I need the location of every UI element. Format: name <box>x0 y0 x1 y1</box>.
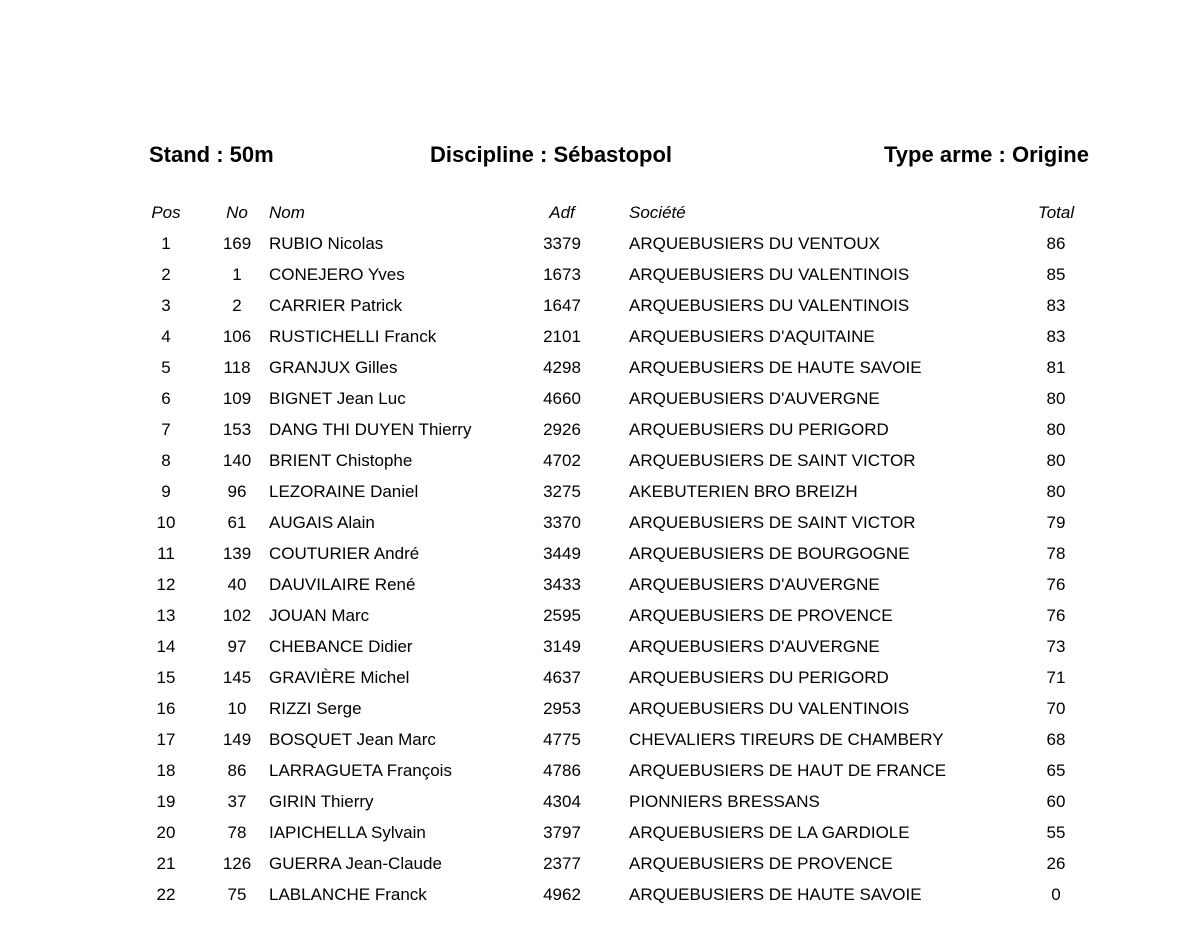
cell-pos: 10 <box>156 513 176 532</box>
cell-societe: ARQUEBUSIERS DE BOURGOGNE <box>629 544 910 563</box>
cell-adf: 4660 <box>543 389 581 408</box>
table-row <box>0 789 1190 820</box>
cell-no: 145 <box>222 668 252 687</box>
cell-pos: 17 <box>156 730 176 749</box>
cell-societe: ARQUEBUSIERS DE HAUT DE FRANCE <box>629 761 947 780</box>
table-row <box>0 293 1190 324</box>
cell-total: 68 <box>1046 730 1066 749</box>
table-row <box>0 851 1190 882</box>
results-table <box>0 200 1190 913</box>
cell-societe: ARQUEBUSIERS DU VALENTINOIS <box>629 265 910 284</box>
cell-no: 2 <box>232 296 242 315</box>
cell-nom: CONEJERO Yves <box>269 265 405 284</box>
table-row <box>0 417 1190 448</box>
cell-total: 65 <box>1046 761 1066 780</box>
table-row <box>0 634 1190 665</box>
table-row <box>0 603 1190 634</box>
cell-total: 70 <box>1046 699 1066 718</box>
cell-adf: 4962 <box>543 885 581 904</box>
table-row <box>0 820 1190 851</box>
cell-no: 126 <box>222 854 252 873</box>
cell-nom: LABLANCHE Franck <box>269 885 427 904</box>
cell-adf: 2953 <box>543 699 581 718</box>
cell-no: 118 <box>223 358 251 377</box>
cell-pos: 5 <box>161 358 171 377</box>
cell-no: 10 <box>227 699 247 718</box>
cell-nom: LARRAGUETA François <box>269 761 452 780</box>
cell-no: 40 <box>227 575 247 594</box>
cell-pos: 1 <box>161 234 171 253</box>
cell-societe: ARQUEBUSIERS DU VENTOUX <box>629 234 880 253</box>
cell-adf: 3370 <box>543 513 581 532</box>
column-header-no: No <box>226 203 248 222</box>
cell-nom: RIZZI Serge <box>269 699 362 718</box>
cell-total: 71 <box>1046 668 1066 687</box>
cell-adf: 4298 <box>543 358 581 377</box>
cell-adf: 4775 <box>543 730 581 749</box>
cell-nom: IAPICHELLA Sylvain <box>269 823 426 842</box>
cell-total: 0 <box>1051 885 1061 904</box>
cell-adf: 1673 <box>543 265 581 284</box>
cell-nom: BOSQUET Jean Marc <box>269 730 436 749</box>
cell-societe: ARQUEBUSIERS DE LA GARDIOLE <box>629 823 910 842</box>
cell-total: 76 <box>1046 575 1066 594</box>
cell-societe: ARQUEBUSIERS DE HAUTE SAVOIE <box>629 885 922 904</box>
cell-total: 26 <box>1046 854 1066 873</box>
table-row <box>0 882 1190 913</box>
cell-adf: 4702 <box>543 451 581 470</box>
cell-pos: 16 <box>156 699 176 718</box>
cell-societe: AKEBUTERIEN BRO BREIZH <box>629 482 858 501</box>
weapon-type-label: Type arme : Origine <box>884 142 1089 167</box>
cell-pos: 19 <box>156 792 176 811</box>
cell-no: 61 <box>227 513 247 532</box>
cell-societe: ARQUEBUSIERS D'AUVERGNE <box>629 575 880 594</box>
table-row <box>0 386 1190 417</box>
cell-pos: 11 <box>157 544 175 563</box>
table-row <box>0 572 1190 603</box>
cell-total: 83 <box>1046 327 1066 346</box>
cell-no: 140 <box>222 451 252 470</box>
stand-label: Stand : 50m <box>149 142 274 167</box>
cell-nom: JOUAN Marc <box>269 606 370 625</box>
cell-adf: 2377 <box>543 854 581 873</box>
cell-adf: 4304 <box>543 792 581 811</box>
cell-total: 73 <box>1046 637 1066 656</box>
cell-total: 78 <box>1046 544 1066 563</box>
cell-total: 81 <box>1046 358 1066 377</box>
cell-societe: ARQUEBUSIERS D'AUVERGNE <box>629 389 880 408</box>
cell-adf: 4786 <box>543 761 581 780</box>
cell-total: 85 <box>1046 265 1066 284</box>
cell-no: 149 <box>222 730 252 749</box>
cell-societe: ARQUEBUSIERS DE PROVENCE <box>629 854 893 873</box>
table-row <box>0 541 1190 572</box>
cell-total: 86 <box>1046 234 1066 253</box>
table-row <box>0 758 1190 789</box>
table-header-row <box>0 200 1190 231</box>
cell-nom: BRIENT Chistophe <box>269 451 413 470</box>
cell-no: 96 <box>227 482 247 501</box>
cell-pos: 14 <box>156 637 176 656</box>
table-row <box>0 510 1190 541</box>
cell-societe: ARQUEBUSIERS DU VALENTINOIS <box>629 699 910 718</box>
cell-societe: ARQUEBUSIERS DE HAUTE SAVOIE <box>629 358 922 377</box>
table-row <box>0 727 1190 758</box>
cell-total: 76 <box>1046 606 1066 625</box>
cell-no: 75 <box>227 885 247 904</box>
cell-nom: GRANJUX Gilles <box>269 358 398 377</box>
cell-nom: GUERRA Jean-Claude <box>269 854 442 873</box>
cell-nom: DANG THI DUYEN Thierry <box>269 420 472 439</box>
cell-nom: GIRIN Thierry <box>269 792 374 811</box>
cell-pos: 15 <box>156 668 176 687</box>
table-row <box>0 479 1190 510</box>
cell-no: 153 <box>222 420 252 439</box>
cell-no: 37 <box>227 792 247 811</box>
table-row <box>0 665 1190 696</box>
table-row <box>0 355 1190 386</box>
cell-societe: ARQUEBUSIERS DU PERIGORD <box>629 668 889 687</box>
column-header-adf: Adf <box>549 203 575 222</box>
results-header <box>0 142 1190 172</box>
cell-adf: 4637 <box>543 668 581 687</box>
table-row <box>0 696 1190 727</box>
cell-pos: 4 <box>161 327 171 346</box>
cell-total: 83 <box>1046 296 1066 315</box>
cell-societe: ARQUEBUSIERS DE SAINT VICTOR <box>629 513 916 532</box>
cell-nom: CHEBANCE Didier <box>269 637 413 656</box>
cell-adf: 2926 <box>543 420 581 439</box>
cell-nom: RUBIO Nicolas <box>269 234 384 253</box>
cell-societe: ARQUEBUSIERS DE PROVENCE <box>629 606 893 625</box>
cell-pos: 6 <box>161 389 171 408</box>
cell-nom: CARRIER Patrick <box>269 296 403 315</box>
table-row <box>0 231 1190 262</box>
cell-pos: 20 <box>156 823 176 842</box>
cell-nom: DAUVILAIRE René <box>269 575 416 594</box>
cell-total: 60 <box>1046 792 1066 811</box>
table-row <box>0 324 1190 355</box>
cell-pos: 3 <box>161 296 171 315</box>
cell-societe: ARQUEBUSIERS D'AUVERGNE <box>629 637 880 656</box>
cell-pos: 2 <box>161 265 171 284</box>
cell-total: 55 <box>1046 823 1066 842</box>
cell-pos: 9 <box>161 482 171 501</box>
cell-pos: 7 <box>161 420 171 439</box>
column-header-nom: Nom <box>269 203 305 222</box>
cell-adf: 3275 <box>543 482 581 501</box>
table-body <box>0 231 1190 913</box>
cell-total: 80 <box>1046 420 1066 439</box>
cell-no: 102 <box>222 606 252 625</box>
cell-societe: ARQUEBUSIERS DU VALENTINOIS <box>629 296 910 315</box>
column-header-pos: Pos <box>151 203 181 222</box>
cell-societe: CHEVALIERS TIREURS DE CHAMBERY <box>629 730 944 749</box>
cell-pos: 13 <box>156 606 176 625</box>
cell-no: 78 <box>227 823 247 842</box>
cell-no: 109 <box>222 389 252 408</box>
table-row <box>0 448 1190 479</box>
cell-adf: 3379 <box>543 234 581 253</box>
cell-adf: 2595 <box>543 606 581 625</box>
discipline-label: Discipline : Sébastopol <box>430 142 673 167</box>
cell-nom: COUTURIER André <box>269 544 420 563</box>
cell-nom: GRAVIÈRE Michel <box>269 668 410 687</box>
cell-total: 80 <box>1046 451 1066 470</box>
cell-pos: 22 <box>156 885 176 904</box>
column-header-societe: Société <box>629 203 686 222</box>
cell-adf: 3433 <box>543 575 581 594</box>
cell-no: 169 <box>222 234 252 253</box>
cell-total: 79 <box>1046 513 1066 532</box>
cell-no: 106 <box>222 327 252 346</box>
cell-societe: PIONNIERS BRESSANS <box>629 792 820 811</box>
cell-no: 139 <box>222 544 252 563</box>
cell-no: 97 <box>227 637 247 656</box>
cell-no: 1 <box>232 265 242 284</box>
cell-societe: ARQUEBUSIERS DE SAINT VICTOR <box>629 451 916 470</box>
cell-no: 86 <box>227 761 247 780</box>
cell-adf: 3449 <box>543 544 581 563</box>
cell-societe: ARQUEBUSIERS D'AQUITAINE <box>629 327 875 346</box>
cell-nom: BIGNET Jean Luc <box>269 389 406 408</box>
cell-adf: 3797 <box>543 823 581 842</box>
cell-total: 80 <box>1046 389 1066 408</box>
cell-societe: ARQUEBUSIERS DU PERIGORD <box>629 420 889 439</box>
cell-pos: 12 <box>156 575 176 594</box>
cell-pos: 21 <box>156 854 176 873</box>
cell-nom: RUSTICHELLI Franck <box>269 327 437 346</box>
cell-adf: 3149 <box>543 637 581 656</box>
cell-adf: 2101 <box>543 327 581 346</box>
cell-pos: 18 <box>156 761 176 780</box>
cell-adf: 1647 <box>543 296 581 315</box>
cell-nom: AUGAIS Alain <box>269 513 375 532</box>
table-row <box>0 262 1190 293</box>
cell-pos: 8 <box>161 451 171 470</box>
column-header-total: Total <box>1037 203 1075 222</box>
cell-total: 80 <box>1046 482 1066 501</box>
cell-nom: LEZORAINE Daniel <box>269 482 419 501</box>
